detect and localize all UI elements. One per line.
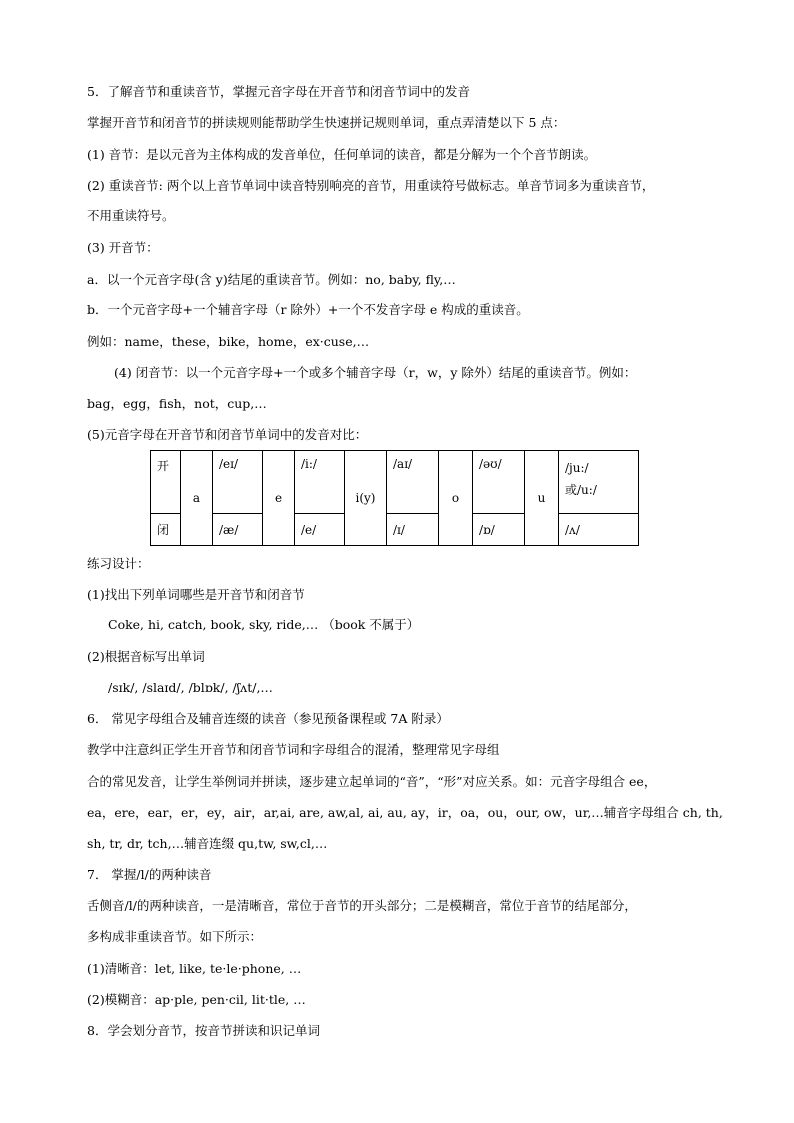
point-4-example: bag，egg，fish，not，cup,…: [87, 396, 267, 411]
letter-u: u: [525, 451, 559, 546]
point-2-continuation: 不用重读符号。: [87, 208, 175, 223]
open-label: 开: [151, 451, 181, 514]
u-open-1: /ju:/: [565, 461, 589, 475]
letter-o: o: [439, 451, 473, 546]
section-7-title: 7． 掌握/l/的两种读音: [87, 867, 212, 882]
i-open: /aɪ/: [387, 451, 439, 514]
point-1-syllable: (1) 音节：是以元音为主体构成的发音单位，任何单词的读音，都是分解为一个个音节朗读。: [87, 147, 597, 162]
o-open: /əʊ/: [473, 451, 525, 514]
a-closed: /æ/: [213, 514, 263, 546]
o-closed: /ɒ/: [473, 514, 525, 546]
practice-title: 练习设计：: [87, 556, 150, 571]
i-closed: /ɪ/: [387, 514, 439, 546]
section-7-dark-l: (2)模糊音：ap·ple, pen·cil, lit·tle, …: [87, 992, 306, 1007]
section-7-line-2: 多构成非重读音节。如下所示：: [87, 929, 263, 944]
point-3b: b．一个元音字母+一个辅音字母（r 除外）+一个不发音字母 e 构成的重读音。: [87, 302, 529, 317]
section-6-line-3: ea，ere，ear，er，ey，air，ar,ai, are, aw,al, ai, au, ay，ir，oa，ou，our, ow，ur,…辅音字母组合 ch, th,: [87, 805, 723, 820]
u-open-2: 或/u:/: [565, 483, 597, 497]
e-open: /i:/: [295, 451, 345, 514]
point-5-comparison: (5)元音字母在开音节和闭音节单词中的发音对比：: [87, 427, 368, 442]
point-3-open-syllable: (3) 开音节：: [87, 240, 159, 255]
point-4-closed-syllable: (4) 闭音节：以一个元音字母+一个或多个辅音字母（r，w，y 除外）结尾的重读音节。例如：: [114, 365, 637, 380]
point-3b-example: 例如：name，these，bike，home，ex·cuse,…: [87, 334, 370, 349]
section-5-title: 5．了解音节和重读音节，掌握元音字母在开音节和闭音节词中的发音: [87, 84, 470, 99]
vowel-comparison-table: [150, 450, 639, 546]
section-5-intro: 掌握开音节和闭音节的拼读规则能帮助学生快速拼记规则单词，重点弄清楚以下 5 点：: [87, 115, 566, 130]
u-closed: /ʌ/: [559, 514, 639, 546]
section-7-line-1: 舌侧音/l/的两种读音，一是清晰音，常位于音节的开头部分；二是模糊音，常位于音节的结尾部分，: [87, 898, 637, 913]
point-3a: a．以一个元音字母(含 y)结尾的重读音节。例如：no, baby, fly,…: [87, 272, 456, 287]
practice-q2: (2)根据音标写出单词: [87, 649, 205, 664]
section-6-title: 6． 常见字母组合及辅音连缀的读音（参见预备课程或 7A 附录）: [87, 711, 449, 726]
letter-a: a: [181, 451, 213, 546]
letter-i: i(y): [345, 451, 387, 546]
practice-q1-words: Coke, hi, catch, book, sky, ride,… （book 不属于）: [108, 617, 420, 632]
practice-q2-words: /sɪk/, /slaɪd/, /blɒk/, /ʃʌt/,…: [108, 680, 273, 695]
closed-label: 闭: [151, 514, 181, 546]
section-7-clear-l: (1)清晰音：let, like, te·le·phone, …: [87, 961, 302, 976]
a-open: /eɪ/: [213, 451, 263, 514]
section-8-title: 8．学会划分音节，按音节拼读和识记单词: [87, 1023, 320, 1038]
section-6-line-1: 教学中注意纠正学生开音节和闭音节词和字母组合的混淆，整理常见字母组: [87, 742, 500, 757]
point-2-stressed-syllable: (2) 重读音节: 两个以上音节单词中读音特别响亮的音节，用重读符号做标志。单音节词多为重读音节，: [87, 178, 655, 193]
u-open: [559, 451, 639, 514]
e-closed: /e/: [295, 514, 345, 546]
practice-q1: (1)找出下列单词哪些是开音节和闭音节: [87, 587, 305, 602]
letter-e: e: [263, 451, 295, 546]
section-6-line-2: 合的常见发音，让学生举例词并拼读，逐步建立起单词的“音”，“形”对应关系。如：元音字母组合 ee，: [87, 774, 657, 789]
section-6-line-4: sh, tr, dr, tch,…辅音连缀 qu,tw, sw,cl,…: [87, 836, 328, 851]
